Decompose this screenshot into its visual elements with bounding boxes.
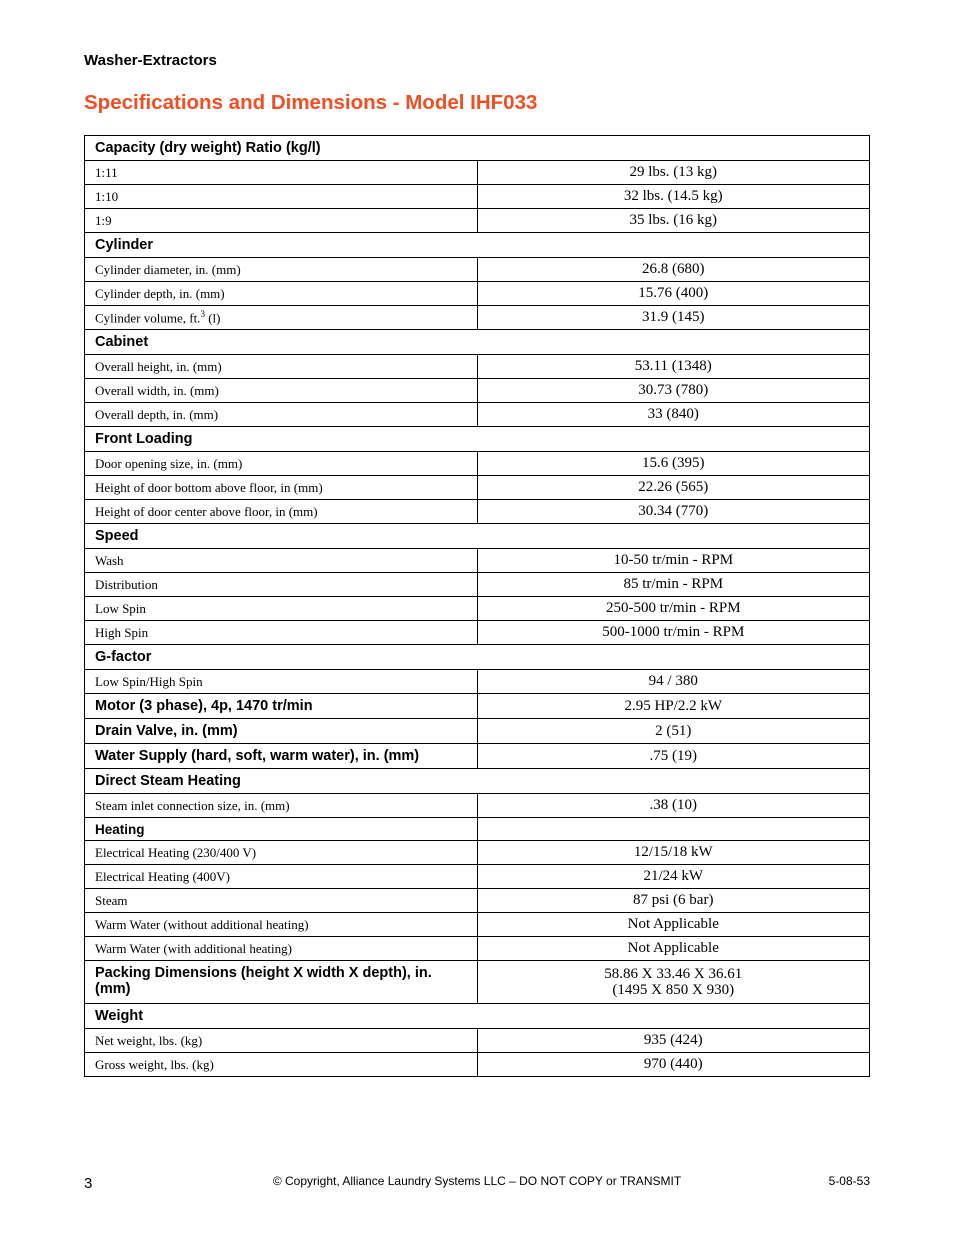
- row-label: Net weight, lbs. (kg): [85, 1029, 478, 1053]
- row-value: 53.11 (1348): [477, 355, 870, 379]
- table-row: [85, 282, 870, 306]
- row-label: Cylinder diameter, in. (mm): [85, 258, 478, 282]
- row-label: Warm Water (without additional heating): [85, 913, 478, 937]
- row-value: .38 (10): [477, 794, 870, 818]
- row-value: 30.34 (770): [477, 500, 870, 524]
- row-value: 30.73 (780): [477, 379, 870, 403]
- row-label: Low Spin: [85, 597, 478, 621]
- table-row: [85, 1053, 870, 1077]
- document-code: 5-08-53: [828, 1174, 870, 1188]
- row-label: High Spin: [85, 621, 478, 645]
- water-supply-row: [85, 744, 870, 769]
- row-value: 31.9 (145): [477, 306, 870, 330]
- table-row: [85, 549, 870, 573]
- row-label: Packing Dimensions (height X width X depth), in. (mm): [85, 961, 478, 1004]
- table-row: [85, 865, 870, 889]
- section-g-factor: [85, 645, 870, 670]
- value-line: 58.86 X 33.46 X 36.61: [604, 966, 743, 982]
- row-value: 29 lbs. (13 kg): [477, 161, 870, 185]
- table-row: [85, 403, 870, 427]
- row-value: .75 (19): [477, 744, 870, 769]
- row-label: Drain Valve, in. (mm): [85, 719, 478, 744]
- section-front-loading: [85, 427, 870, 452]
- section-speed: [85, 524, 870, 549]
- section-direct-steam-heating: [85, 769, 870, 794]
- row-label: Warm Water (with additional heating): [85, 937, 478, 961]
- row-value: 935 (424): [477, 1029, 870, 1053]
- table-row: [85, 794, 870, 818]
- row-label: 1:11: [85, 161, 478, 185]
- table-row: [85, 306, 870, 330]
- row-value: 87 psi (6 bar): [477, 889, 870, 913]
- table-row: [85, 1029, 870, 1053]
- row-label: Cylinder depth, in. (mm): [85, 282, 478, 306]
- row-label: Overall depth, in. (mm): [85, 403, 478, 427]
- row-label: Gross weight, lbs. (kg): [85, 1053, 478, 1077]
- row-label: [85, 306, 478, 330]
- table-row: [85, 476, 870, 500]
- drain-valve-row: [85, 719, 870, 744]
- row-value: 21/24 kW: [477, 865, 870, 889]
- table-row: [85, 500, 870, 524]
- table-row: [85, 670, 870, 694]
- section-heading: Capacity (dry weight) Ratio (kg/l): [85, 136, 870, 161]
- section-heading: G-factor: [85, 645, 870, 670]
- section-heading: Cabinet: [85, 330, 870, 355]
- row-value: 32 lbs. (14.5 kg): [477, 185, 870, 209]
- row-label: 1:10: [85, 185, 478, 209]
- label-unit: (l): [204, 310, 221, 326]
- page-title: Specifications and Dimensions - Model IHF033: [84, 91, 538, 114]
- copyright-notice: © Copyright, Alliance Laundry Systems LLC – DO NOT COPY or TRANSMIT: [272, 1174, 682, 1188]
- table-row: [85, 573, 870, 597]
- table-row: [85, 258, 870, 282]
- row-label: Low Spin/High Spin: [85, 670, 478, 694]
- motor-row: [85, 694, 870, 719]
- section-capacity: [85, 136, 870, 161]
- row-value: 85 tr/min - RPM: [477, 573, 870, 597]
- row-value: 2 (51): [477, 719, 870, 744]
- row-label: Overall width, in. (mm): [85, 379, 478, 403]
- page-number: 3: [84, 1175, 93, 1192]
- row-label: Wash: [85, 549, 478, 573]
- row-label: Overall height, in. (mm): [85, 355, 478, 379]
- table-row: [85, 452, 870, 476]
- row-label: Door opening size, in. (mm): [85, 452, 478, 476]
- section-heading: Cylinder: [85, 233, 870, 258]
- row-label: Electrical Heating (400V): [85, 865, 478, 889]
- table-row: [85, 355, 870, 379]
- row-value: Not Applicable: [477, 913, 870, 937]
- section-cabinet: [85, 330, 870, 355]
- section-heading: Weight: [85, 1004, 870, 1029]
- row-value: 12/15/18 kW: [477, 841, 870, 865]
- row-value: 500-1000 tr/min - RPM: [477, 621, 870, 645]
- row-value: 10-50 tr/min - RPM: [477, 549, 870, 573]
- row-value: 2.95 HP/2.2 kW: [477, 694, 870, 719]
- row-label: Steam: [85, 889, 478, 913]
- specifications-table: [84, 135, 870, 1077]
- subsection-heading: Heating: [85, 818, 478, 841]
- table-row: [85, 379, 870, 403]
- row-label: Height of door bottom above floor, in (mm): [85, 476, 478, 500]
- row-label: Height of door center above floor, in (mm): [85, 500, 478, 524]
- packing-dimensions-row: [85, 961, 870, 1004]
- table-row: [85, 889, 870, 913]
- row-value: [477, 961, 870, 1004]
- row-value: 26.8 (680): [477, 258, 870, 282]
- row-label: 1:9: [85, 209, 478, 233]
- section-weight: [85, 1004, 870, 1029]
- row-value: 15.76 (400): [477, 282, 870, 306]
- row-value: 250-500 tr/min - RPM: [477, 597, 870, 621]
- row-value: 970 (440): [477, 1053, 870, 1077]
- table-row: [85, 841, 870, 865]
- table-row: [85, 209, 870, 233]
- superscript: 3: [200, 308, 205, 319]
- empty-cell: [477, 818, 870, 841]
- table-row: [85, 185, 870, 209]
- row-value: 15.6 (395): [477, 452, 870, 476]
- table-row: [85, 913, 870, 937]
- row-value: 33 (840): [477, 403, 870, 427]
- row-label: Water Supply (hard, soft, warm water), in. (mm): [85, 744, 478, 769]
- row-label: Steam inlet connection size, in. (mm): [85, 794, 478, 818]
- section-cylinder: [85, 233, 870, 258]
- row-value: 94 / 380: [477, 670, 870, 694]
- section-heading: Speed: [85, 524, 870, 549]
- table-row: [85, 597, 870, 621]
- row-value: Not Applicable: [477, 937, 870, 961]
- section-heating: [85, 818, 870, 841]
- table-row: [85, 621, 870, 645]
- row-label: Electrical Heating (230/400 V): [85, 841, 478, 865]
- table-row: [85, 161, 870, 185]
- section-heading: Direct Steam Heating: [85, 769, 870, 794]
- row-label: Distribution: [85, 573, 478, 597]
- table-row: [85, 937, 870, 961]
- row-value: 22.26 (565): [477, 476, 870, 500]
- section-heading: Front Loading: [85, 427, 870, 452]
- section-label: Washer-Extractors: [84, 52, 217, 69]
- label-text: Cylinder volume, ft.: [95, 310, 201, 326]
- row-value: 35 lbs. (16 kg): [477, 209, 870, 233]
- row-label: Motor (3 phase), 4p, 1470 tr/min: [85, 694, 478, 719]
- value-line: (1495 X 850 X 930): [612, 982, 735, 998]
